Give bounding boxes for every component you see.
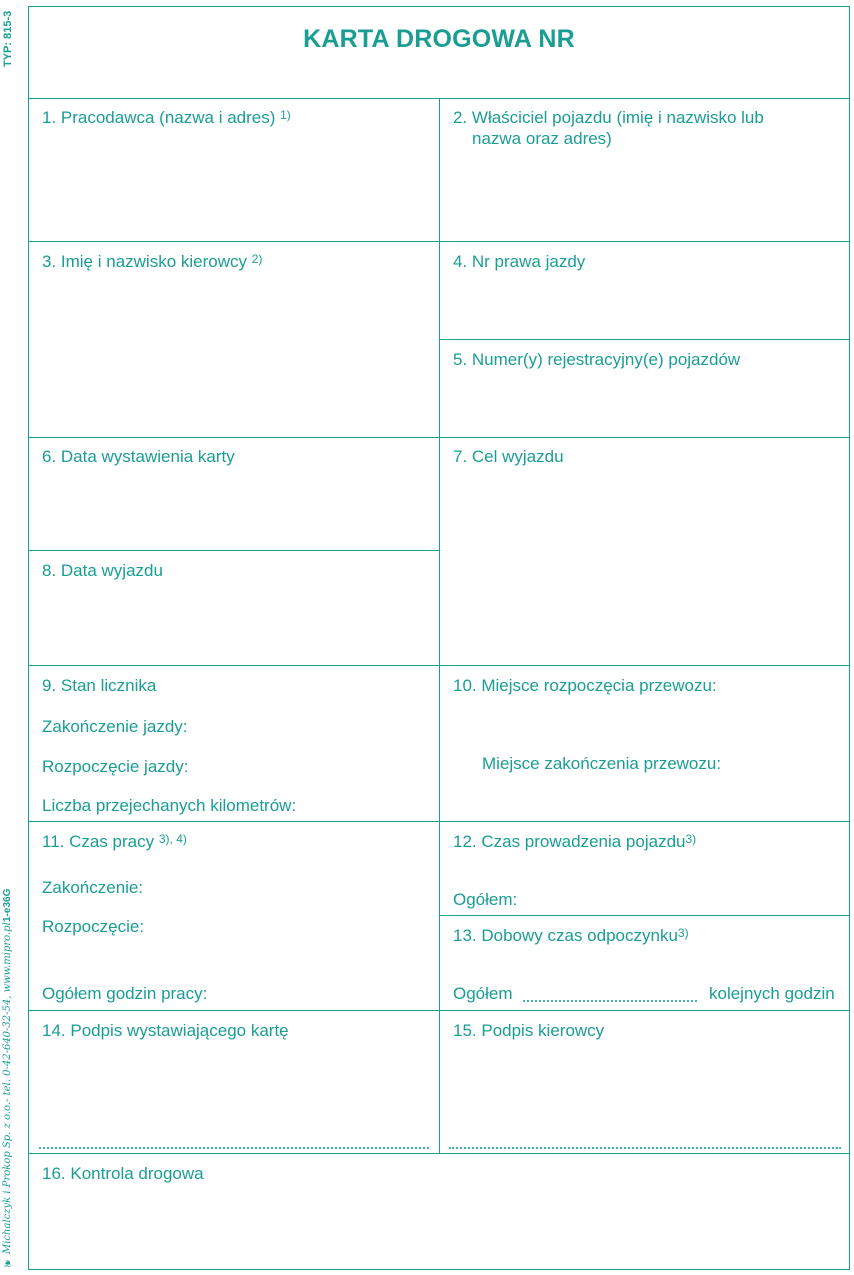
field-2-label[interactable]: 2. Właściciel pojazdu (imię i nazwisko lub bbox=[453, 108, 764, 127]
field-11-label: 11. Czas pracy $^{3), 4)}$ bbox=[42, 832, 187, 851]
rest-hours-dotted-line[interactable] bbox=[523, 1000, 697, 1002]
road-card-form bbox=[28, 6, 850, 1270]
field-4-label[interactable]: 4. Nr prawa jazdy bbox=[453, 252, 586, 271]
publisher-imprint bbox=[2, 888, 18, 1268]
field-3-label[interactable]: 3. Imię i nazwisko kierowcy $^{2)}$ bbox=[42, 252, 263, 271]
km-driven-label[interactable]: Liczba przejechanych kilometrów: bbox=[42, 796, 297, 815]
driving-total-label[interactable]: Ogółem: bbox=[453, 890, 518, 909]
field-12-label: 12. Czas prowadzenia pojazdu$^{3)}$ bbox=[453, 832, 697, 851]
divider bbox=[440, 915, 849, 916]
odometer-end-label[interactable]: Zakończenie jazdy: bbox=[42, 717, 188, 736]
work-end-label[interactable]: Zakończenie: bbox=[42, 878, 144, 897]
driver-signature-line[interactable] bbox=[449, 1147, 841, 1149]
field-2-label-cont: nazwa oraz adres) bbox=[472, 129, 612, 148]
form-code: 1-e36G bbox=[2, 888, 13, 923]
form-title: KARTA DROGOWA NR bbox=[303, 25, 575, 53]
work-start-label[interactable]: Rozpoczęcie: bbox=[42, 917, 145, 936]
publisher-text: Michalczyk i Prokop Sp. z o.o.- tel. 0-42-640-32-54, www.mipro.pl bbox=[2, 922, 13, 1254]
field-14-label: 14. Podpis wystawiającego kartę bbox=[42, 1021, 289, 1040]
transport-end-place-label[interactable]: Miejsce zakończenia przewozu: bbox=[482, 754, 722, 773]
field-13-label: 13. Dobowy czas odpoczynku$^{3)}$ bbox=[453, 926, 689, 945]
odometer-start-label[interactable]: Rozpoczęcie jazdy: bbox=[42, 757, 189, 776]
column-divider bbox=[439, 98, 440, 1153]
divider bbox=[440, 339, 849, 340]
work-total-label[interactable]: Ogółem godzin pracy: bbox=[42, 984, 208, 1003]
field-5-label[interactable]: 5. Numer(y) rejestracyjny(e) pojazdów bbox=[453, 350, 741, 369]
rest-total-label: Ogółem bbox=[453, 984, 513, 1003]
divider bbox=[29, 1153, 849, 1154]
field-16-label[interactable]: 16. Kontrola drogowa bbox=[42, 1164, 204, 1183]
leaf-icon: ❦ bbox=[2, 1257, 13, 1268]
field-15-label: 15. Podpis kierowcy bbox=[453, 1021, 605, 1040]
form-type-label: TYP: 815-3 bbox=[2, 10, 14, 67]
field-7-label[interactable]: 7. Cel wyjazdu bbox=[453, 447, 564, 466]
field-1-label[interactable]: 1. Pracodawca (nazwa i adres) $^{1)}$ bbox=[42, 108, 291, 127]
divider bbox=[29, 550, 440, 551]
issuer-signature-line[interactable] bbox=[39, 1147, 429, 1149]
field-10-label[interactable]: 10. Miejsce rozpoczęcia przewozu: bbox=[453, 676, 717, 695]
field-9-label: 9. Stan licznika bbox=[42, 676, 157, 695]
field-8-label[interactable]: 8. Data wyjazdu bbox=[42, 561, 163, 580]
rest-hours-suffix: kolejnych godzin bbox=[709, 984, 835, 1003]
field-6-label[interactable]: 6. Data wystawienia karty bbox=[42, 447, 235, 466]
